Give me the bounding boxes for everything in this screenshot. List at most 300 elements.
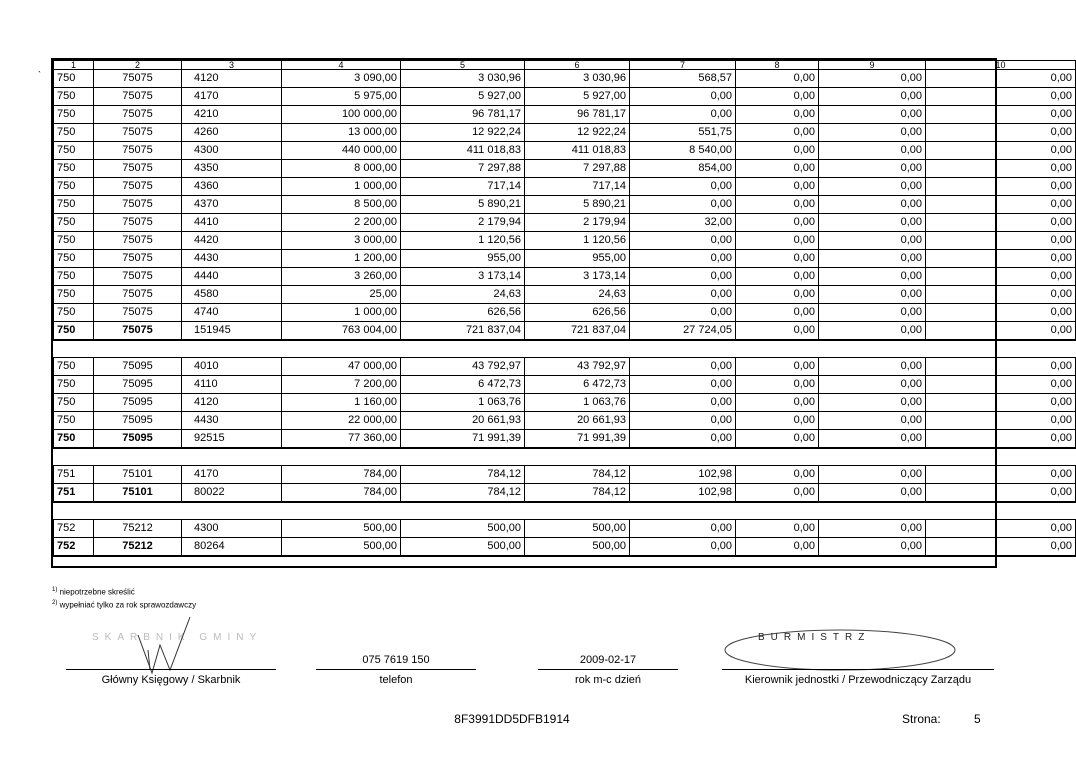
- head-stamp-icon: [720, 620, 960, 675]
- table-cell: 750: [54, 286, 94, 304]
- total-cell: 500,00: [401, 538, 525, 557]
- table-cell: 750: [54, 394, 94, 412]
- report-table-frame: [51, 58, 1072, 568]
- table-cell: 8 000,00: [282, 160, 401, 178]
- table-cell: 752: [54, 520, 94, 538]
- table-cell: 0,00: [926, 88, 1076, 106]
- table-cell: 0,00: [630, 376, 736, 394]
- table-cell: 2 179,94: [525, 214, 630, 232]
- table-row: [54, 376, 1076, 394]
- table-cell: 0,00: [819, 106, 926, 124]
- table-cell: 717,14: [401, 178, 525, 196]
- group-total-row: [54, 322, 1076, 341]
- table-cell: 4120: [182, 70, 282, 88]
- table-cell: 955,00: [401, 250, 525, 268]
- table-cell: 750: [54, 304, 94, 322]
- table-cell: 75095: [94, 358, 182, 376]
- spacer-cell: [54, 340, 1076, 358]
- table-cell: 0,00: [819, 250, 926, 268]
- table-cell: 0,00: [819, 376, 926, 394]
- table-cell: 8 500,00: [282, 196, 401, 214]
- table-cell: 500,00: [401, 520, 525, 538]
- total-cell: 71 991,39: [401, 430, 525, 449]
- table-cell: 4300: [182, 520, 282, 538]
- table-cell: 0,00: [736, 412, 819, 430]
- total-cell: 784,12: [525, 484, 630, 503]
- table-cell: 0,00: [630, 358, 736, 376]
- table-cell: 102,98: [630, 466, 736, 484]
- table-cell: 717,14: [525, 178, 630, 196]
- table-row: [54, 124, 1076, 142]
- phone-label: telefon: [379, 674, 413, 686]
- column-number: 9: [819, 61, 926, 70]
- total-cell: 75075: [94, 322, 182, 341]
- table-cell: 4740: [182, 304, 282, 322]
- table-cell: 751: [54, 466, 94, 484]
- total-cell: 75101: [94, 484, 182, 503]
- column-number: 4: [282, 61, 401, 70]
- table-cell: 4260: [182, 124, 282, 142]
- table-cell: 0,00: [630, 196, 736, 214]
- table-cell: 3 030,96: [401, 70, 525, 88]
- table-cell: 0,00: [819, 70, 926, 88]
- table-cell: 0,00: [630, 268, 736, 286]
- footnote-1: $^{1)}$ niepotrzebne skreślić: [52, 587, 135, 597]
- table-row: [54, 214, 1076, 232]
- group-total-row: [54, 538, 1076, 557]
- total-cell: 784,00: [282, 484, 401, 503]
- table-cell: 0,00: [736, 142, 819, 160]
- table-cell: 100 000,00: [282, 106, 401, 124]
- table-cell: 4300: [182, 142, 282, 160]
- table-cell: 0,00: [736, 250, 819, 268]
- page-number: 5: [974, 712, 981, 726]
- total-cell: 500,00: [282, 538, 401, 557]
- table-cell: 0,00: [819, 286, 926, 304]
- table-row: [54, 178, 1076, 196]
- table-row: [54, 394, 1076, 412]
- table-cell: 0,00: [819, 178, 926, 196]
- total-cell: 0,00: [736, 430, 819, 449]
- total-cell: 102,98: [630, 484, 736, 503]
- table-cell: 75075: [94, 88, 182, 106]
- table-row: [54, 466, 1076, 484]
- table-cell: 0,00: [926, 124, 1076, 142]
- table-cell: 750: [54, 196, 94, 214]
- table-cell: 0,00: [736, 520, 819, 538]
- table-cell: 25,00: [282, 286, 401, 304]
- table-cell: 4120: [182, 394, 282, 412]
- corner-mark: `: [38, 70, 41, 80]
- table-cell: 4580: [182, 286, 282, 304]
- table-cell: 75095: [94, 376, 182, 394]
- table-cell: 0,00: [630, 412, 736, 430]
- table-cell: 0,00: [926, 520, 1076, 538]
- table-cell: 568,57: [630, 70, 736, 88]
- column-number: 8: [736, 61, 819, 70]
- table-cell: 1 120,56: [401, 232, 525, 250]
- table-cell: 5 927,00: [525, 88, 630, 106]
- table-cell: 13 000,00: [282, 124, 401, 142]
- page-label: Strona:: [902, 712, 941, 726]
- table-cell: 5 890,21: [401, 196, 525, 214]
- phone-value: 075 7619 150: [362, 654, 430, 666]
- table-cell: 0,00: [926, 178, 1076, 196]
- table-cell: 0,00: [736, 268, 819, 286]
- date-line: [538, 669, 678, 670]
- table-cell: 0,00: [736, 70, 819, 88]
- table-cell: 750: [54, 412, 94, 430]
- table-cell: 75075: [94, 70, 182, 88]
- table-cell: 750: [54, 88, 94, 106]
- table-cell: 32,00: [630, 214, 736, 232]
- total-cell: 0,00: [736, 484, 819, 503]
- table-cell: 854,00: [630, 160, 736, 178]
- total-cell: 0,00: [819, 484, 926, 503]
- table-cell: 5 890,21: [525, 196, 630, 214]
- table-cell: 0,00: [926, 250, 1076, 268]
- table-cell: 12 922,24: [525, 124, 630, 142]
- table-cell: 750: [54, 142, 94, 160]
- accountant-label: Główny Księgowy / Skarbnik: [101, 674, 241, 686]
- table-cell: 4410: [182, 214, 282, 232]
- group-spacer: [54, 340, 1076, 358]
- table-cell: 0,00: [630, 394, 736, 412]
- column-number: 3: [182, 61, 282, 70]
- table-row: [54, 160, 1076, 178]
- table-cell: 3 000,00: [282, 232, 401, 250]
- footnotes: [52, 585, 196, 610]
- table-cell: 6 472,73: [401, 376, 525, 394]
- table-cell: 2 200,00: [282, 214, 401, 232]
- total-cell: 0,00: [630, 538, 736, 557]
- spacer-cell: [54, 502, 1076, 520]
- table-cell: 0,00: [736, 214, 819, 232]
- table-cell: 1 000,00: [282, 304, 401, 322]
- total-cell: 0,00: [736, 322, 819, 341]
- table-cell: 22 000,00: [282, 412, 401, 430]
- total-cell: 0,00: [819, 322, 926, 341]
- accountant-signature-line: [66, 669, 276, 670]
- table-cell: 75075: [94, 214, 182, 232]
- table-cell: 0,00: [926, 160, 1076, 178]
- table-cell: 750: [54, 268, 94, 286]
- total-cell: 750: [54, 322, 94, 341]
- accountant-stamp: SKARBNIK GMINY: [92, 632, 263, 643]
- table-cell: 75075: [94, 286, 182, 304]
- table-cell: 0,00: [926, 196, 1076, 214]
- table-cell: 3 090,00: [282, 70, 401, 88]
- footnote-2: $^{2)}$ wypełniać tylko za rok sprawozdawczy: [52, 599, 197, 610]
- table-cell: 1 000,00: [282, 178, 401, 196]
- table-cell: 47 000,00: [282, 358, 401, 376]
- table-cell: 0,00: [819, 304, 926, 322]
- table-cell: 784,12: [525, 466, 630, 484]
- table-cell: 75075: [94, 106, 182, 124]
- head-stamp-text: BURMISTRZ: [758, 632, 871, 643]
- table-cell: 0,00: [819, 88, 926, 106]
- table-cell: 0,00: [819, 358, 926, 376]
- table-cell: 75075: [94, 196, 182, 214]
- total-cell: 0,00: [926, 538, 1076, 557]
- total-cell: 0,00: [819, 538, 926, 557]
- table-cell: 5 975,00: [282, 88, 401, 106]
- column-number: 7: [630, 61, 736, 70]
- table-cell: 96 781,17: [525, 106, 630, 124]
- table-row: [54, 286, 1076, 304]
- table-cell: 0,00: [819, 466, 926, 484]
- table-cell: 96 781,17: [401, 106, 525, 124]
- table-cell: 0,00: [819, 268, 926, 286]
- table-cell: 0,00: [926, 70, 1076, 88]
- total-cell: 763 004,00: [282, 322, 401, 341]
- head-signature-line: [722, 669, 994, 670]
- table-cell: 0,00: [926, 106, 1076, 124]
- table-cell: 0,00: [926, 142, 1076, 160]
- table-cell: 4430: [182, 412, 282, 430]
- table-cell: 500,00: [282, 520, 401, 538]
- table-cell: 43 792,97: [401, 358, 525, 376]
- table-cell: 784,00: [282, 466, 401, 484]
- total-cell: 751: [54, 484, 94, 503]
- table-cell: 12 922,24: [401, 124, 525, 142]
- total-cell: 75095: [94, 430, 182, 449]
- table-cell: 750: [54, 232, 94, 250]
- date-value: 2009-02-17: [579, 654, 637, 666]
- table-cell: 626,56: [401, 304, 525, 322]
- total-cell: 721 837,04: [401, 322, 525, 341]
- table-cell: 0,00: [819, 394, 926, 412]
- table-cell: 750: [54, 250, 94, 268]
- total-cell: 80022: [182, 484, 282, 503]
- table-cell: 75075: [94, 142, 182, 160]
- table-cell: 1 063,76: [525, 394, 630, 412]
- table-cell: 8 540,00: [630, 142, 736, 160]
- table-row: [54, 88, 1076, 106]
- group-spacer: [54, 502, 1076, 520]
- column-number: 1: [54, 61, 94, 70]
- table-cell: 0,00: [926, 412, 1076, 430]
- total-cell: 0,00: [926, 322, 1076, 341]
- table-cell: 75075: [94, 124, 182, 142]
- table-cell: 75075: [94, 160, 182, 178]
- table-cell: 0,00: [736, 394, 819, 412]
- table-cell: 0,00: [926, 394, 1076, 412]
- table-cell: 75095: [94, 412, 182, 430]
- table-cell: 7 200,00: [282, 376, 401, 394]
- table-cell: 551,75: [630, 124, 736, 142]
- table-cell: 4170: [182, 88, 282, 106]
- table-cell: 955,00: [525, 250, 630, 268]
- table-row: [54, 304, 1076, 322]
- table-cell: 2 179,94: [401, 214, 525, 232]
- table-cell: 4110: [182, 376, 282, 394]
- group-total-row: [54, 484, 1076, 503]
- table-cell: 0,00: [926, 358, 1076, 376]
- table-cell: 0,00: [630, 106, 736, 124]
- table-cell: 0,00: [926, 268, 1076, 286]
- table-row: [54, 142, 1076, 160]
- table-cell: 626,56: [525, 304, 630, 322]
- column-number-header: [54, 61, 1076, 70]
- table-cell: 0,00: [630, 232, 736, 250]
- financial-report-table: [53, 60, 1076, 557]
- table-cell: 0,00: [926, 304, 1076, 322]
- table-cell: 0,00: [736, 376, 819, 394]
- table-cell: 7 297,88: [401, 160, 525, 178]
- table-cell: 75101: [94, 466, 182, 484]
- table-cell: 0,00: [736, 196, 819, 214]
- table-cell: 4210: [182, 106, 282, 124]
- table-cell: 4370: [182, 196, 282, 214]
- total-cell: 77 360,00: [282, 430, 401, 449]
- table-row: [54, 412, 1076, 430]
- table-cell: 0,00: [926, 286, 1076, 304]
- accountant-signature-icon: [130, 615, 200, 675]
- table-cell: 4360: [182, 178, 282, 196]
- total-cell: 80264: [182, 538, 282, 557]
- table-cell: 0,00: [819, 232, 926, 250]
- table-cell: 0,00: [926, 214, 1076, 232]
- table-row: [54, 70, 1076, 88]
- table-cell: 411 018,83: [525, 142, 630, 160]
- group-spacer: [54, 448, 1076, 466]
- table-cell: 4430: [182, 250, 282, 268]
- table-cell: 0,00: [736, 286, 819, 304]
- column-number: 6: [525, 61, 630, 70]
- group-total-row: [54, 430, 1076, 449]
- table-cell: 6 472,73: [525, 376, 630, 394]
- table-cell: 440 000,00: [282, 142, 401, 160]
- table-cell: 75095: [94, 394, 182, 412]
- table-cell: 7 297,88: [525, 160, 630, 178]
- table-cell: 0,00: [819, 196, 926, 214]
- table-cell: 1 120,56: [525, 232, 630, 250]
- total-cell: 0,00: [926, 430, 1076, 449]
- table-cell: 1 200,00: [282, 250, 401, 268]
- table-row: [54, 268, 1076, 286]
- table-cell: 0,00: [736, 124, 819, 142]
- table-cell: 43 792,97: [525, 358, 630, 376]
- table-cell: 0,00: [926, 466, 1076, 484]
- table-cell: 75075: [94, 304, 182, 322]
- table-cell: 5 927,00: [401, 88, 525, 106]
- table-cell: 20 661,93: [525, 412, 630, 430]
- table-cell: 0,00: [736, 160, 819, 178]
- table-cell: 750: [54, 376, 94, 394]
- table-cell: 750: [54, 214, 94, 232]
- total-cell: 71 991,39: [525, 430, 630, 449]
- table-cell: 0,00: [630, 304, 736, 322]
- phone-line: [316, 669, 476, 670]
- table-cell: 75075: [94, 268, 182, 286]
- table-cell: 0,00: [819, 412, 926, 430]
- table-cell: 0,00: [630, 250, 736, 268]
- table-cell: 0,00: [736, 358, 819, 376]
- head-label: Kierownik jednostki / Przewodniczący Zarządu: [744, 674, 972, 686]
- table-cell: 4440: [182, 268, 282, 286]
- table-cell: 0,00: [736, 304, 819, 322]
- table-cell: 0,00: [819, 124, 926, 142]
- table-cell: 0,00: [819, 160, 926, 178]
- table-cell: 750: [54, 160, 94, 178]
- table-cell: 500,00: [525, 520, 630, 538]
- table-row: [54, 520, 1076, 538]
- table-cell: 411 018,83: [401, 142, 525, 160]
- table-cell: 75075: [94, 232, 182, 250]
- table-row: [54, 232, 1076, 250]
- total-cell: 0,00: [926, 484, 1076, 503]
- table-cell: 3 173,14: [525, 268, 630, 286]
- total-cell: 752: [54, 538, 94, 557]
- table-cell: 1 063,76: [401, 394, 525, 412]
- table-cell: 0,00: [630, 88, 736, 106]
- table-cell: 0,00: [630, 178, 736, 196]
- total-cell: 75212: [94, 538, 182, 557]
- total-cell: 92515: [182, 430, 282, 449]
- total-cell: 750: [54, 430, 94, 449]
- table-cell: 75075: [94, 178, 182, 196]
- document-code: 8F3991DD5DFB1914: [454, 712, 570, 726]
- table-cell: 4350: [182, 160, 282, 178]
- table-cell: 24,63: [401, 286, 525, 304]
- table-cell: 750: [54, 124, 94, 142]
- total-cell: 0,00: [736, 538, 819, 557]
- table-row: [54, 106, 1076, 124]
- table-cell: 0,00: [736, 106, 819, 124]
- table-cell: 3 260,00: [282, 268, 401, 286]
- table-cell: 784,12: [401, 466, 525, 484]
- table-cell: 0,00: [736, 178, 819, 196]
- table-cell: 75075: [94, 250, 182, 268]
- column-number: 2: [94, 61, 182, 70]
- date-label: rok m-c dzień: [574, 674, 642, 686]
- table-cell: 750: [54, 358, 94, 376]
- table-cell: 750: [54, 106, 94, 124]
- table-cell: 0,00: [736, 232, 819, 250]
- table-cell: 20 661,93: [401, 412, 525, 430]
- table-cell: 24,63: [525, 286, 630, 304]
- total-cell: 0,00: [819, 430, 926, 449]
- table-cell: 0,00: [630, 520, 736, 538]
- total-cell: 500,00: [525, 538, 630, 557]
- table-cell: 0,00: [630, 286, 736, 304]
- table-cell: 4420: [182, 232, 282, 250]
- table-row: [54, 358, 1076, 376]
- table-cell: 0,00: [926, 232, 1076, 250]
- table-cell: 4010: [182, 358, 282, 376]
- spacer-cell: [54, 448, 1076, 466]
- table-row: [54, 196, 1076, 214]
- table-cell: 0,00: [819, 142, 926, 160]
- table-cell: 75212: [94, 520, 182, 538]
- table-cell: 3 030,96: [525, 70, 630, 88]
- table-cell: 0,00: [819, 214, 926, 232]
- table-cell: 0,00: [926, 376, 1076, 394]
- table-cell: 750: [54, 70, 94, 88]
- total-cell: 151945: [182, 322, 282, 341]
- total-cell: 721 837,04: [525, 322, 630, 341]
- table-cell: 4170: [182, 466, 282, 484]
- table-cell: 0,00: [819, 520, 926, 538]
- table-cell: 750: [54, 178, 94, 196]
- table-cell: 1 160,00: [282, 394, 401, 412]
- column-number: 10: [926, 61, 1076, 70]
- table-row: [54, 250, 1076, 268]
- total-cell: 784,12: [401, 484, 525, 503]
- column-number: 5: [401, 61, 525, 70]
- table-cell: 3 173,14: [401, 268, 525, 286]
